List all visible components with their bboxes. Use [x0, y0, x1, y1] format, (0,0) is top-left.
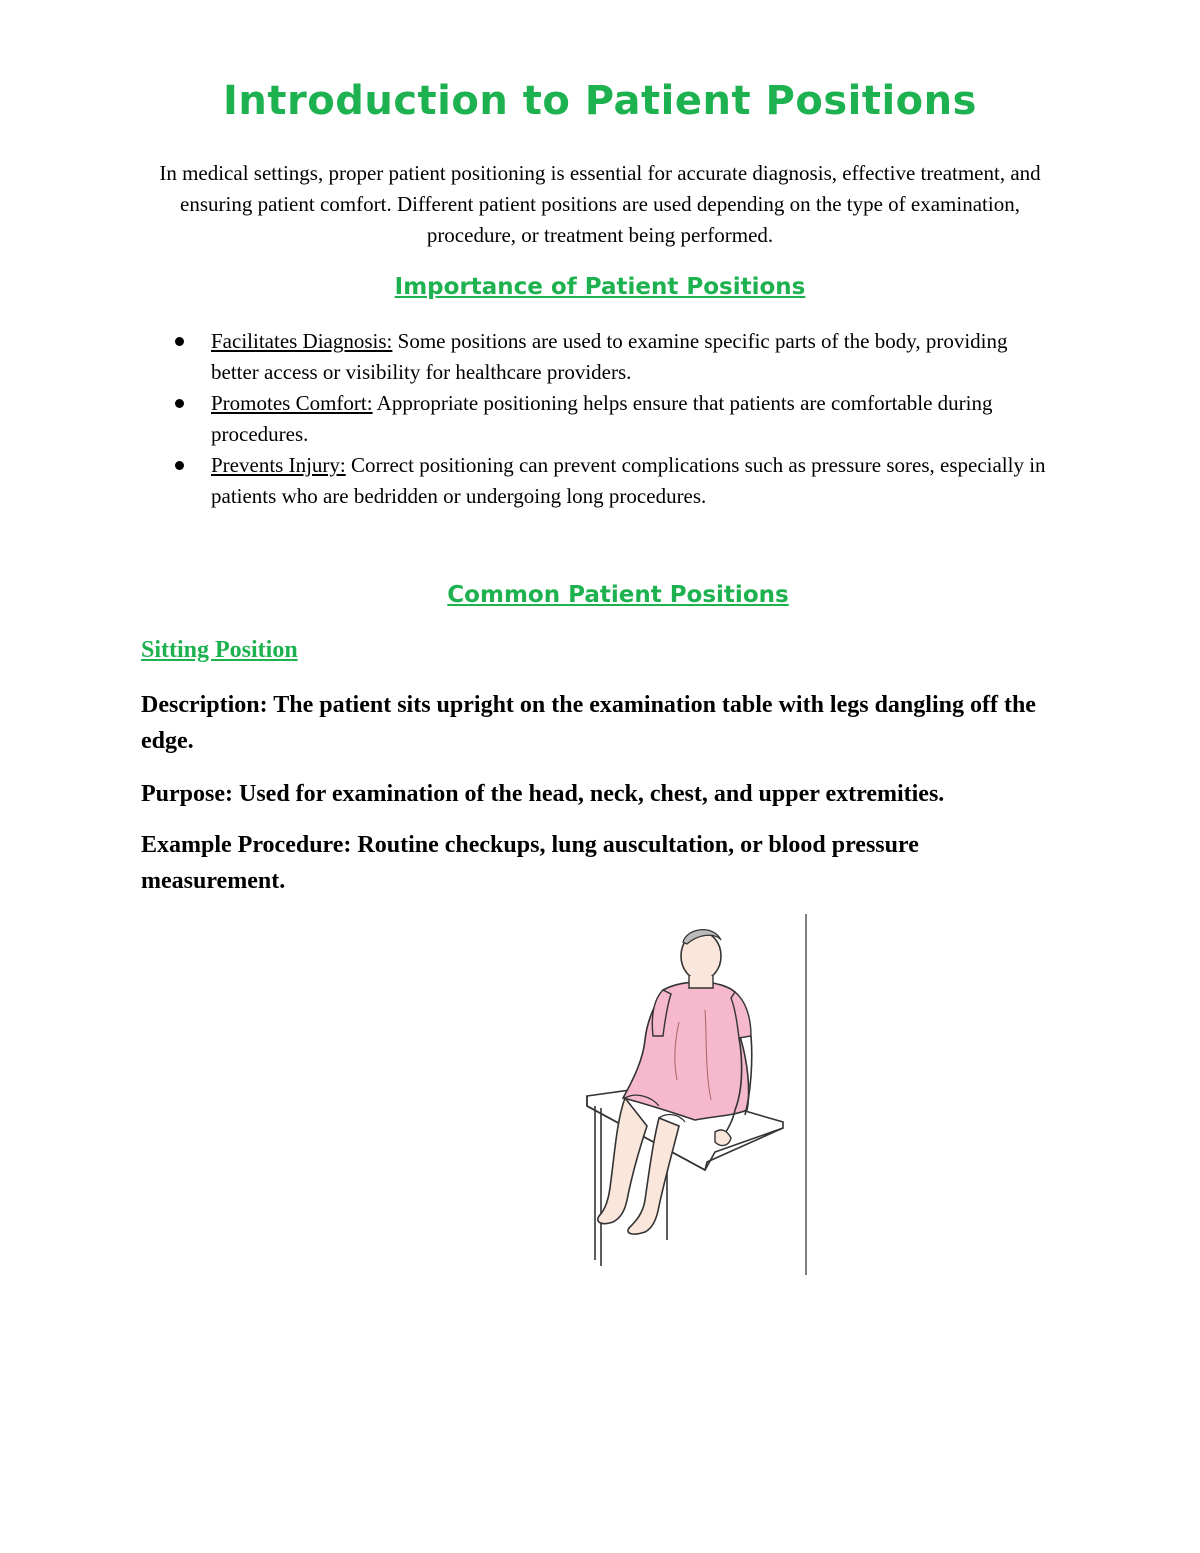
bullet-text: Some positions are used to examine specific parts of the body, providing better access or visibility for healthcare providers.	[211, 329, 1008, 384]
bullet-text: Correct positioning can prevent complications such as pressure sores, especially in patients who are bedridden or undergoing long procedures.	[211, 453, 1046, 508]
bullet-term: Facilitates Diagnosis:	[211, 329, 393, 353]
sitting-description: Description: The patient sits upright on the examination table with legs dangling off the edge.	[141, 692, 1036, 754]
bullet-term: Prevents Injury:	[211, 453, 346, 477]
intro-paragraph: In medical settings, proper patient positioning is essential for accurate diagnosis, effective treatment, and ensuring patient comfort. Different patient positions are used depending on the type of examination, procedure, or treatment being performed.	[159, 161, 1041, 247]
patient-legs	[598, 1098, 647, 1224]
importance-heading: Importance of Patient Positions	[394, 274, 806, 300]
importance-list	[150, 326, 1050, 512]
sitting-position-illustration	[555, 910, 815, 1280]
list-item	[150, 326, 1050, 388]
bullet-text: Appropriate positioning helps ensure that patients are comfortable during procedures.	[211, 391, 993, 446]
sitting-example-procedure: Example Procedure: Routine checkups, lung auscultation, or blood pressure measurement.	[141, 832, 919, 894]
bullet-icon	[175, 337, 184, 346]
bullet-icon	[175, 399, 184, 408]
sitting-purpose: Purpose: Used for examination of the head, neck, chest, and upper extremities.	[141, 781, 945, 807]
common-positions-heading: Common Patient Positions	[447, 582, 789, 608]
page-title: Introduction to Patient Positions	[223, 78, 977, 124]
list-item	[150, 450, 1050, 512]
sitting-position-heading: Sitting Position	[141, 637, 298, 663]
patient-gown	[623, 982, 749, 1120]
list-item	[150, 388, 1050, 450]
bullet-icon	[175, 461, 184, 470]
bullet-term: Promotes Comfort:	[211, 391, 373, 415]
